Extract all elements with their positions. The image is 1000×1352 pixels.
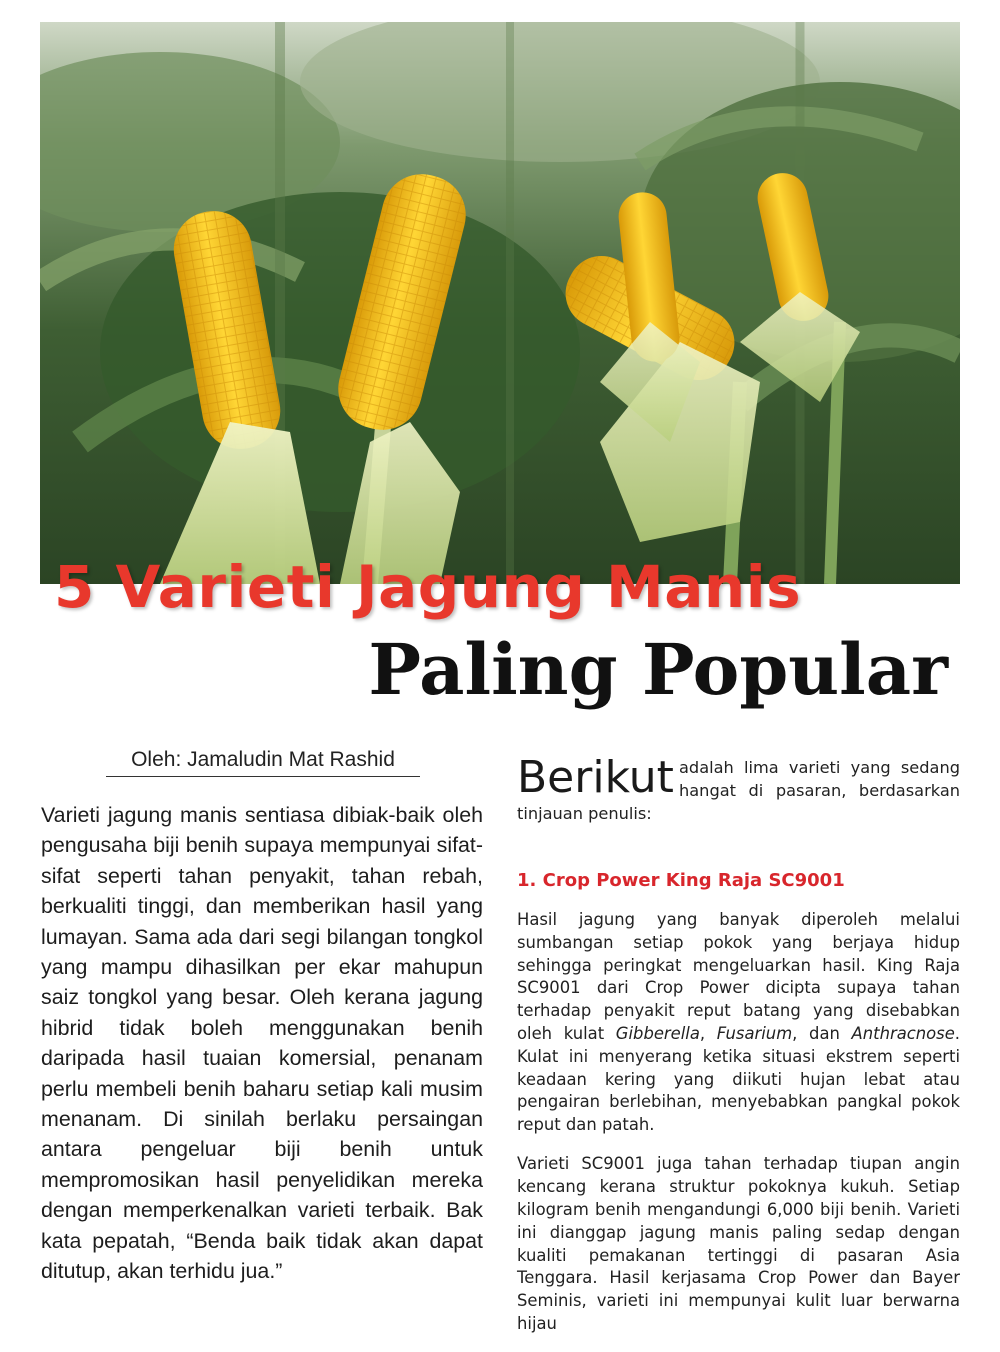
intro-line-2: hangat di pasaran, berdasarkan — [679, 781, 960, 800]
right-column — [517, 752, 960, 1352]
headline-line2: Paling Popular — [368, 628, 948, 711]
intro-lead-word: Berikut — [517, 752, 674, 803]
byline: Oleh: Jamaludin Mat Rashid — [106, 748, 420, 777]
left-column-body: Varieti jagung manis sentiasa dibiak-baik oleh pengusaha biji benih supaya mempunyai sifat-sifat seperti tahan penyakit, tahan rebah, berkualiti tinggi, dan memberikan hasil yang lumayan. Sama ada dari segi bilangan tongkol yang mampu dihasilkan per ekar mahupun saiz tongkol yang besar. Oleh kerana jagung hibrid tidak boleh menggunakan benih daripada hasil tuaian komersial, penanam perlu membeli benih baharu setiap kali musim menanam. Di sinilah berlaku persaingan antara pengeluar biji benih untuk mempromosikan hasil penyelidikan mereka dengan memperkenalkan varieti terbaik. Bak kata pepatah, “Benda baik tidak akan dapat ditutup, akan terhidu jua.” — [41, 803, 483, 1284]
intro — [517, 752, 960, 828]
intro-line-1: adalah lima varieti yang sedang — [679, 758, 960, 777]
section-1-paragraph-2: Varieti SC9001 juga tahan terhadap tiupan angin kencang kerana struktur pokoknya kukuh. Setiap kilogram benih mengandungi 6,000 biji benih. Varieti ini dianggap jagung manis paling sedap dengan kualiti pemakanan tertinggi di pasaran Asia Tenggara. Hasil kerjasama Crop Power dan Bayer Seminis, varieti ini mempunyai kulit luar berwarna hijau — [517, 1154, 960, 1333]
section-1-heading: 1. Crop Power King Raja SC9001 — [517, 870, 845, 891]
intro-line-3: tinjauan penulis: — [517, 804, 652, 823]
hero-photo — [40, 22, 960, 584]
headline-line1: 5 Varieti Jagung Manis — [54, 553, 802, 621]
section-1-paragraph-1: Hasil jagung yang banyak diperoleh melalui sumbangan setiap pokok yang berjaya hidup sehingga peringkat mengeluarkan hasil. King Raja SC9001 dari Crop Power dicipta supaya tahan terhadap penyakit reput batang yang disebabkan oleh kulat Gibberella, Fusarium, dan Anthracnose. Kulat ini menyerang ketika situasi ekstrem seperti keadaan kering yang diikuti hujan lebat atau pengairan berlebihan, menyebabkan pangkal pokok reput dan patah. — [517, 910, 961, 1135]
corn-field-illustration — [40, 22, 960, 584]
